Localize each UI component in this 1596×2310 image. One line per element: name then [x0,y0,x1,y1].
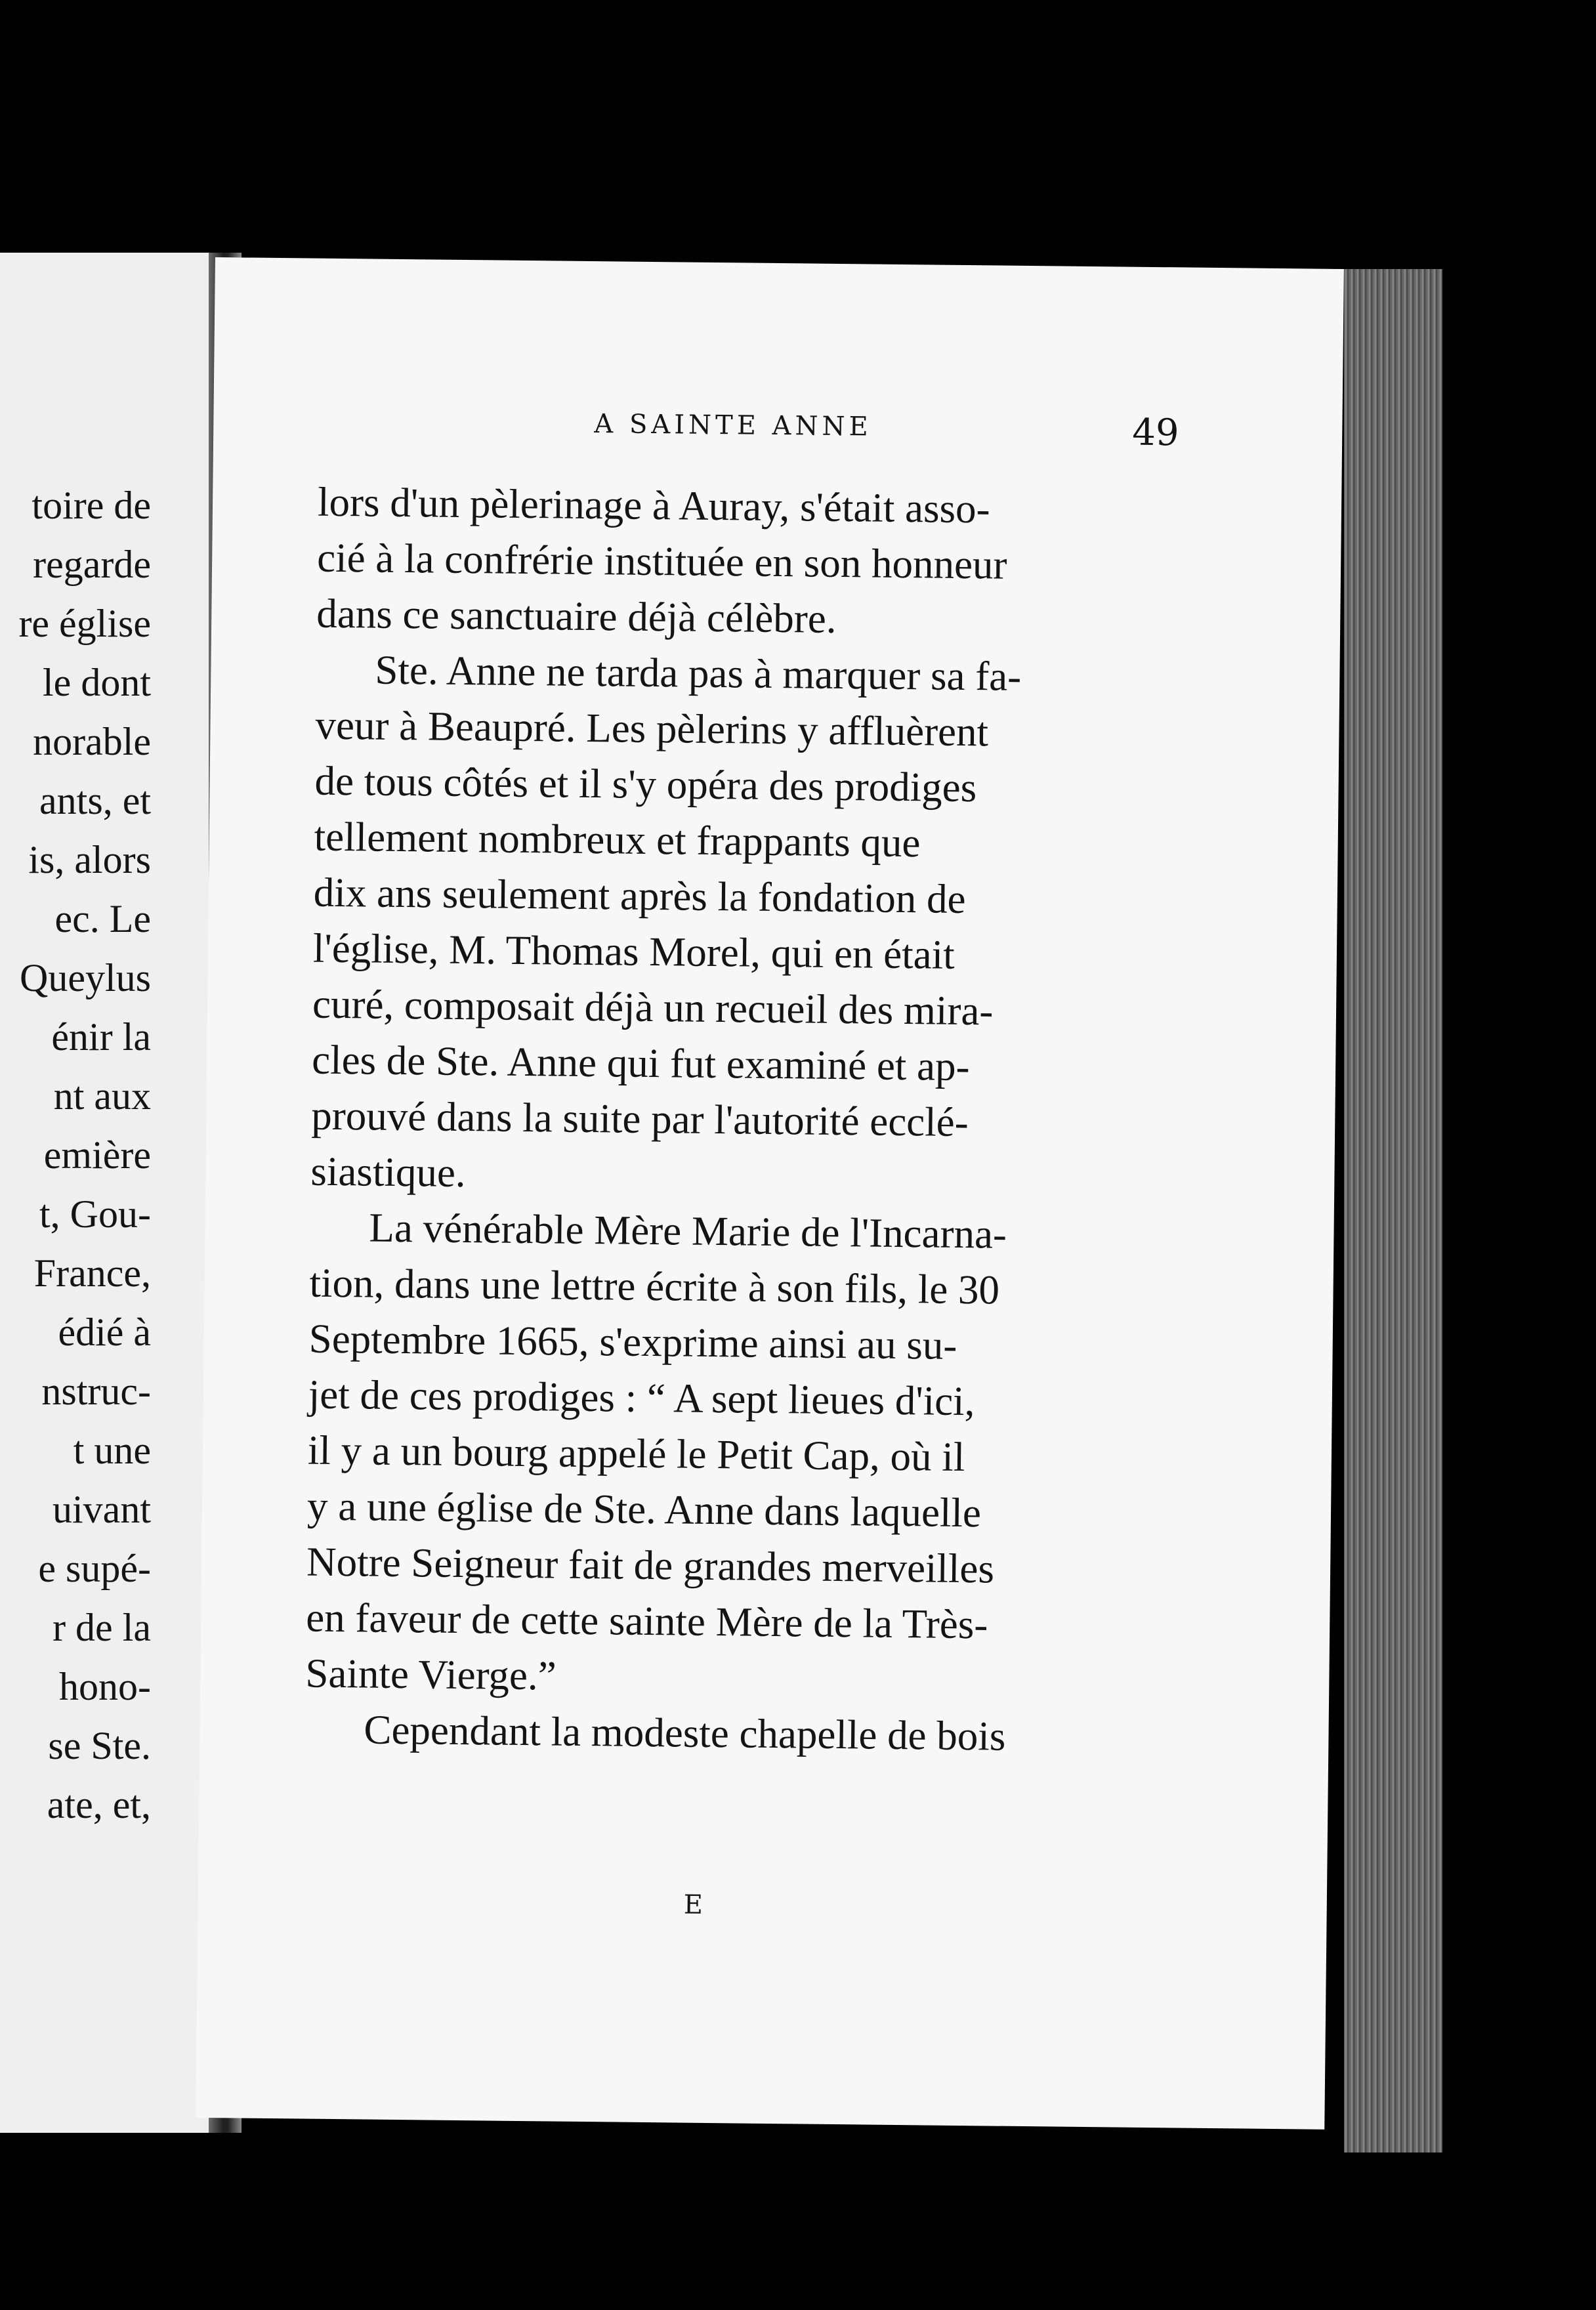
left-page-line: t une [73,1429,151,1472]
text-line: y a une église de Ste. Anne dans laquelle [306,1482,982,1536]
text-line: tion, dans une lettre écrite à son fils, le 30 [309,1259,1000,1313]
left-page-line: ec. Le [54,897,151,940]
left-page-line: e supé- [38,1547,151,1590]
text-line: en faveur de cette sainte Mère de la Très- [305,1594,988,1648]
left-page-line: emière [43,1133,151,1177]
left-page-line: t, Gou- [39,1192,151,1236]
text-line: La vénérable Mère Marie de l'Incarna- [369,1204,1007,1257]
left-page-line: nstruc- [41,1370,151,1413]
left-page-line: is, alors [28,838,151,881]
text-line: lors d'un pèlerinage à Auray, s'était asso- [317,478,990,532]
text-line: veur à Beaupré. Les pèlerins y affluèrent [315,702,989,755]
left-page-line: nt aux [53,1074,151,1118]
left-page-line: regarde [33,543,151,586]
text-line: dans ce sanctuaire déjà célèbre. [316,590,837,642]
left-page-line: hono- [59,1665,151,1708]
text-line: cié à la confrérie instituée en son honneur [316,534,1007,588]
left-page-line: toire de [32,484,151,527]
text-line: Cependant la modeste chapelle de bois [364,1706,1006,1759]
text-line: dix ans seulement après la fondation de [313,869,966,923]
left-page-line: le dont [43,661,151,704]
page-number: 49 [1131,411,1179,455]
text-line: il y a un bourg appelé le Petit Cap, où il [307,1427,965,1480]
text-line: siastique. [310,1148,467,1196]
running-head: A SAINTE ANNE [594,409,872,442]
signature-mark: E [683,1889,704,1920]
text-line: Sainte Vierge.” [305,1650,557,1699]
text-line: jet de ces prodiges : “ A sept lieues d'ici, [308,1371,975,1425]
left-page-line: édié à [58,1311,151,1354]
left-page-line: Queylus [20,956,151,999]
page-edges [1344,269,1442,2152]
left-page-line: r de la [52,1606,151,1649]
text-line: Septembre 1665, s'exprime ainsi au su- [308,1315,957,1368]
text-line: Notre Seigneur fait de grandes merveilles [306,1538,995,1592]
text-line: cles de Ste. Anne qui fut examiné et ap- [311,1036,970,1090]
left-page-line: énir la [51,1015,151,1059]
text-line: de tous côtés et il s'y opéra des prodiges [314,757,977,811]
text-line: prouvé dans la suite par l'autorité ecclé- [310,1092,969,1146]
left-page-line: ate, et, [47,1783,151,1826]
text-line: curé, composait déjà un recueil des mira- [312,980,994,1034]
text-line: l'église, M. Thomas Morel, qui en était [312,925,956,978]
left-page-line: ants, et [39,779,151,822]
text-line: tellement nombreux et frappants que [314,813,921,866]
left-page-line: norable [33,720,151,763]
text-line: Ste. Anne ne tarda pas à marquer sa fa- [375,646,1022,700]
left-page-line: se Ste. [48,1724,151,1767]
left-page-line: uivant [52,1488,151,1531]
left-page-line: France, [33,1251,151,1295]
main-page [196,257,1344,2130]
left-page-fragment [0,253,209,2133]
left-page-line: re église [18,602,151,645]
